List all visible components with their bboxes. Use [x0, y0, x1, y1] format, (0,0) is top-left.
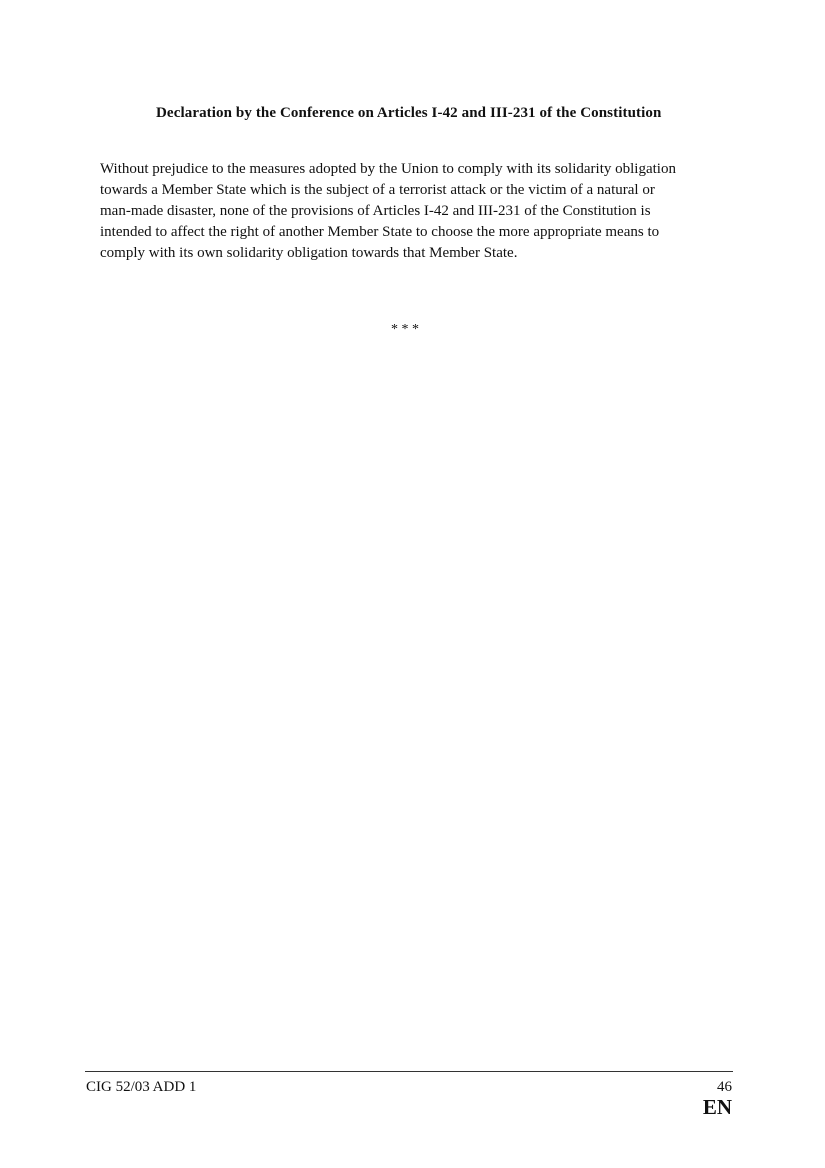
paragraph-line: comply with its own solidarity obligation towards that Member State. [100, 245, 518, 261]
declaration-title: Declaration by the Conference on Articles I-42 and III-231 of the Constitution [156, 105, 662, 121]
paragraph-line: towards a Member State which is the subject of a terrorist attack or the victim of a natural or [100, 182, 655, 198]
paragraph-line: intended to affect the right of another Member State to choose the more appropriate means to [100, 224, 660, 240]
paragraph-line: Without prejudice to the measures adopted by the Union to comply with its solidarity obligation [100, 161, 676, 177]
declaration-paragraph [100, 159, 740, 264]
page-number: 46 [717, 1079, 732, 1095]
document-reference: CIG 52/03 ADD 1 [86, 1079, 197, 1095]
paragraph-line: man-made disaster, none of the provisions of Articles I-42 and III-231 of the Constitution is [100, 203, 651, 219]
language-code: EN [702, 1095, 732, 1119]
footer-divider [85, 1071, 733, 1072]
section-separator: * * * [391, 322, 419, 337]
